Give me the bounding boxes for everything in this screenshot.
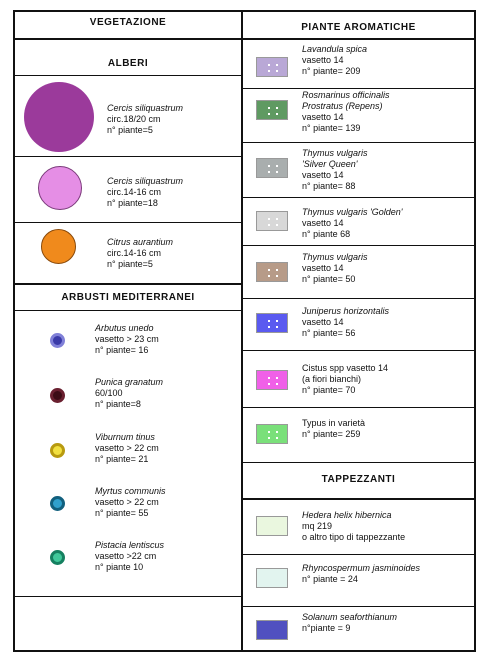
plant-detail: n° piante= 209 (302, 66, 361, 76)
shrub-size: vasetto > 23 cm (95, 334, 159, 344)
shrub-symbol (50, 388, 65, 403)
tree-size: circ.18/20 cm (107, 114, 161, 124)
divider (15, 283, 241, 285)
plant-entry (302, 510, 470, 543)
plant-entry (302, 418, 470, 440)
plant-swatch (256, 158, 288, 178)
plant-detail: vasetto 14 (302, 170, 344, 180)
shrub-symbol (50, 443, 65, 458)
arbusti-header: ARBUSTI MEDITERRANEI (61, 292, 195, 303)
plant-entry (302, 252, 470, 285)
plant-entry (302, 90, 470, 134)
shrub-species: Viburnum tinus (95, 432, 155, 442)
plant-swatch (256, 100, 288, 120)
divider (243, 498, 474, 500)
plant-swatch (256, 370, 288, 390)
plant-entry (302, 563, 470, 585)
divider (15, 75, 241, 76)
plant-species: Rosmarinus officinalis (302, 90, 390, 100)
tree-entry (107, 176, 237, 209)
shrub-entry (95, 540, 235, 573)
tree-symbol (41, 229, 76, 264)
plant-detail: n° piante = 24 (302, 574, 358, 584)
plant-swatch (256, 516, 288, 536)
tree-symbol (24, 82, 94, 152)
plant-detail: n° piante= 70 (302, 385, 356, 395)
plant-detail: mq 219 (302, 521, 333, 531)
alberi-header: ALBERI (107, 58, 149, 69)
column-divider (241, 10, 243, 652)
shrub-size: vasetto >22 cm (95, 551, 157, 561)
tree-count: n° piante=5 (107, 125, 153, 135)
divider (243, 298, 474, 299)
plant-species: Thymus vulgaris (302, 148, 368, 158)
divider (243, 554, 474, 555)
plant-detail: n°piante = 9 (302, 623, 351, 633)
plant-swatch (256, 568, 288, 588)
plant-entry (302, 207, 470, 240)
tree-species: Citrus aurantium (107, 237, 174, 247)
divider (243, 462, 474, 463)
shrub-count: n° piante=8 (95, 399, 141, 409)
shrub-count: n° piante= 21 (95, 454, 149, 464)
plant-entry (302, 44, 470, 77)
tree-count: n° piante=5 (107, 259, 153, 269)
shrub-symbol (50, 333, 65, 348)
divider (243, 142, 474, 143)
plant-detail: n° piante= 259 (302, 429, 361, 439)
plant-detail: o altro tipo di tappezzante (302, 532, 406, 542)
plant-detail: (a fiori bianchi) (302, 374, 362, 384)
vegetazione-header: VEGETAZIONE (89, 17, 167, 28)
plant-detail: vasetto 14 (302, 55, 344, 65)
shrub-size: 60/100 (95, 388, 123, 398)
plant-detail: Cistus spp vasetto 14 (302, 363, 389, 373)
tree-species: Cercis siliquastrum (107, 103, 184, 113)
plant-species: 'Silver Queen' (302, 159, 358, 169)
shrub-size: vasetto > 22 cm (95, 497, 159, 507)
plant-entry (302, 306, 470, 339)
shrub-species: Punica granatum (95, 377, 164, 387)
divider (243, 606, 474, 607)
divider (15, 310, 241, 311)
divider (243, 245, 474, 246)
divider (243, 197, 474, 198)
shrub-entry (95, 432, 235, 465)
shrub-symbol (50, 550, 65, 565)
plant-entry (302, 612, 470, 634)
plant-species: Hedera helix hibernica (302, 510, 392, 520)
plant-swatch (256, 313, 288, 333)
tree-symbol (38, 166, 82, 210)
plant-entry (302, 363, 470, 396)
plant-detail: n° piante 68 (302, 229, 351, 239)
shrub-entry (95, 323, 235, 356)
plant-detail: vasetto 14 (302, 218, 344, 228)
plant-detail: n° piante= 88 (302, 181, 356, 191)
shrub-entry (95, 377, 235, 410)
plant-detail: n° piante= 50 (302, 274, 356, 284)
aromatiche-header: PIANTE AROMATICHE (301, 22, 416, 33)
shrub-species: Myrtus communis (95, 486, 166, 496)
plant-detail: Typus in varietà (302, 418, 366, 428)
plant-detail: vasetto 14 (302, 112, 344, 122)
divider (243, 407, 474, 408)
tappezzanti-header: TAPPEZZANTI (321, 474, 396, 485)
plant-species: Thymus vulgaris (302, 252, 368, 262)
divider (243, 38, 474, 40)
plant-detail: n° piante= 139 (302, 123, 361, 133)
plant-species: Juniperus horizontalis (302, 306, 390, 316)
plant-species: Solanum seaforthianum (302, 612, 398, 622)
shrub-species: Pistacia lentiscus (95, 540, 165, 550)
shrub-count: n° piante= 55 (95, 508, 149, 518)
divider (15, 596, 241, 597)
plant-detail: n° piante= 56 (302, 328, 356, 338)
plant-species: Thymus vulgaris 'Golden' (302, 207, 403, 217)
plant-swatch (256, 211, 288, 231)
plant-species: Prostratus (Repens) (302, 101, 383, 111)
divider (15, 38, 241, 40)
tree-entry (107, 103, 237, 136)
plant-detail: vasetto 14 (302, 317, 344, 327)
shrub-species: Arbutus unedo (95, 323, 154, 333)
tree-size: circ.14-16 cm (107, 248, 162, 258)
divider (243, 88, 474, 89)
shrub-size: vasetto > 22 cm (95, 443, 159, 453)
plant-swatch (256, 620, 288, 640)
divider (15, 156, 241, 157)
tree-entry (107, 237, 237, 270)
divider (15, 222, 241, 223)
tree-species: Cercis siliquastrum (107, 176, 184, 186)
plant-swatch (256, 57, 288, 77)
shrub-count: n° piante 10 (95, 562, 144, 572)
plant-species: Lavandula spica (302, 44, 368, 54)
tree-size: circ.14-16 cm (107, 187, 162, 197)
plant-species: Rhyncospermum jasminoides (302, 563, 421, 573)
divider (243, 350, 474, 351)
shrub-symbol (50, 496, 65, 511)
shrub-count: n° piante= 16 (95, 345, 149, 355)
plant-swatch (256, 424, 288, 444)
tree-count: n° piante=18 (107, 198, 158, 208)
plant-entry (302, 148, 470, 192)
plant-detail: vasetto 14 (302, 263, 344, 273)
plant-swatch (256, 262, 288, 282)
shrub-entry (95, 486, 235, 519)
